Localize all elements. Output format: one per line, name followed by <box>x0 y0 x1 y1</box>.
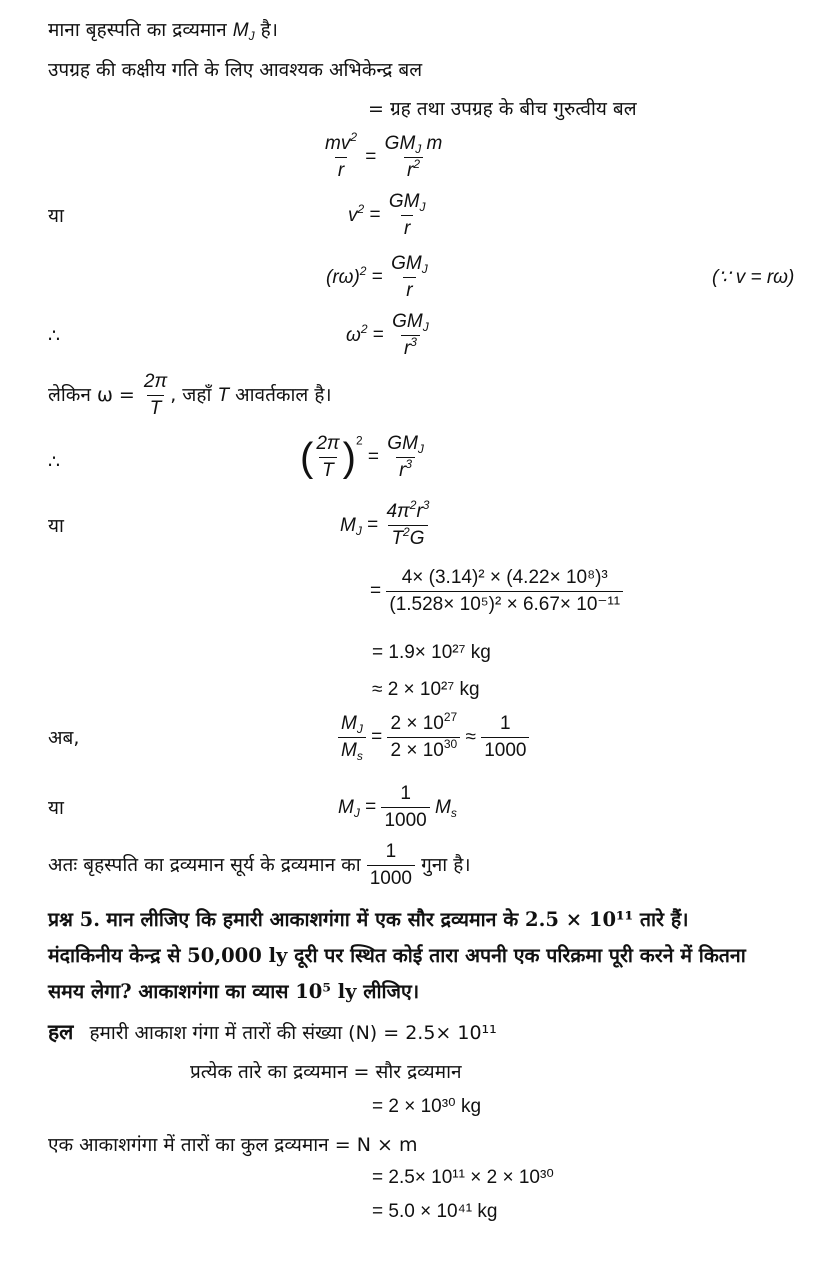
equation-centripetal: $\frac{mv^2}{r}$ = $\frac{GM_J m}{r^2}$ <box>322 132 445 183</box>
label-ab: अब, <box>48 727 80 749</box>
label-ya-2: या <box>48 515 64 537</box>
equation-v2: $v^2$ = $\frac{GM_J}{r}$ <box>348 191 426 239</box>
solution-line-2: प्रत्येक तारे का द्रव्यमान = सौर द्रव्यमान <box>190 1061 462 1083</box>
equation-ratio: $\frac{M_J}{M_s}$ = $\frac{2 \times 10^{27}}{2 \times 10^{30}}$ ≈ $\frac{1}{1000}$ <box>338 712 529 763</box>
intro-text: माना बृहस्पति का द्रव्यमान <box>48 19 227 41</box>
equation-mj-ms: $M_J$ = $\frac{1}{1000}$ $M_s$ <box>338 783 457 831</box>
question-5-line-3: समय लेगा? आकाशगंगा का व्यास 10⁵ ly लीजिए। <box>48 980 420 1003</box>
equation-w2: $\omega^2$ = $\frac{GM_J}{r^3}$ <box>346 311 429 359</box>
solution-label: हल <box>48 1020 74 1044</box>
question-label: प्रश्न 5. <box>48 908 101 931</box>
conclusion-line: अतः बृहस्पति का द्रव्यमान सूर्य के द्रव्यमान का $\frac{1}{1000}$ गुना है। <box>48 841 471 889</box>
label-ya-3: या <box>48 797 64 819</box>
omega-definition-line: लेकिन ω = $\frac{2\pi}{T}$ , जहाँ T आवर्तकाल है। <box>48 371 332 419</box>
fraction-mv2-r: $\frac{mv^2}{r}$ <box>325 130 358 181</box>
solution-line-1: हल हमारी आकाश गंगा में तारों की संख्या (N) = 2.5× 10¹¹ <box>48 1020 497 1044</box>
therefore-1: ∴ <box>48 325 61 347</box>
question-5-line-1: प्रश्न 5. मान लीजिए कि हमारी आकाशगंगा में एक सौर द्रव्यमान के 2.5 × 10¹¹ तारे हैं। <box>48 908 689 931</box>
solution-line-3: = 2 × 10³⁰ kg <box>372 1096 482 1117</box>
intro-end: है। <box>260 19 278 41</box>
centripetal-force-line: उपग्रह की कक्षीय गति के लिए आवश्यक अभिकेन्द्र बल <box>48 59 423 81</box>
fraction-2pi-T: $\frac{2\pi}{T}$ <box>143 371 168 419</box>
solution-line-5: = 2.5× 10¹¹ × 2 × 10³⁰ <box>372 1167 554 1188</box>
equation-calculation: = $\frac{\text{4× (3.14)² × (4.22× 10⁸)³}}{\text{(1.528× 10⁵)² × 6.67× 10⁻¹¹}}$ <box>370 566 623 617</box>
result-2: ≈ 2 × 10²⁷ kg <box>372 679 480 700</box>
equation-rw2: $(r\omega)^2$ = $\frac{GM_J}{r}$ <box>326 253 428 301</box>
solution-line-6: = 5.0 × 10⁴¹ kg <box>372 1201 498 1222</box>
question-5-line-2: मंदाकिनीय केन्द्र से 50,000 ly दूरी पर स्थित कोई तारा अपनी एक परिक्रमा पूरी करने में कितना <box>48 944 746 967</box>
label-ya-1: या <box>48 205 64 227</box>
solution-line-4: एक आकाशगंगा में तारों का कुल द्रव्यमान = N × m <box>48 1134 418 1156</box>
equation-period: ( $\frac{2\pi}{T}$ )$^2$ = $\frac{GM_J}{r^3}$ <box>300 433 424 481</box>
mass-jupiter-symbol: $M_J$ <box>232 20 255 43</box>
equation-mj: $M_J$ = $\frac{4\pi^2r^3}{T^2G}$ <box>340 498 430 549</box>
fraction-gmjm-r2: $\frac{GM_J m}{r^2}$ <box>384 133 443 181</box>
result-1: = 1.9× 10²⁷ kg <box>372 642 491 663</box>
intro-line <box>48 18 278 43</box>
therefore-2: ∴ <box>48 451 61 473</box>
gravitational-force-line: = ग्रह तथा उपग्रह के बीच गुरुत्वीय बल <box>368 98 637 120</box>
note-v-equals-rw: (∵ v = rω) <box>712 267 795 288</box>
